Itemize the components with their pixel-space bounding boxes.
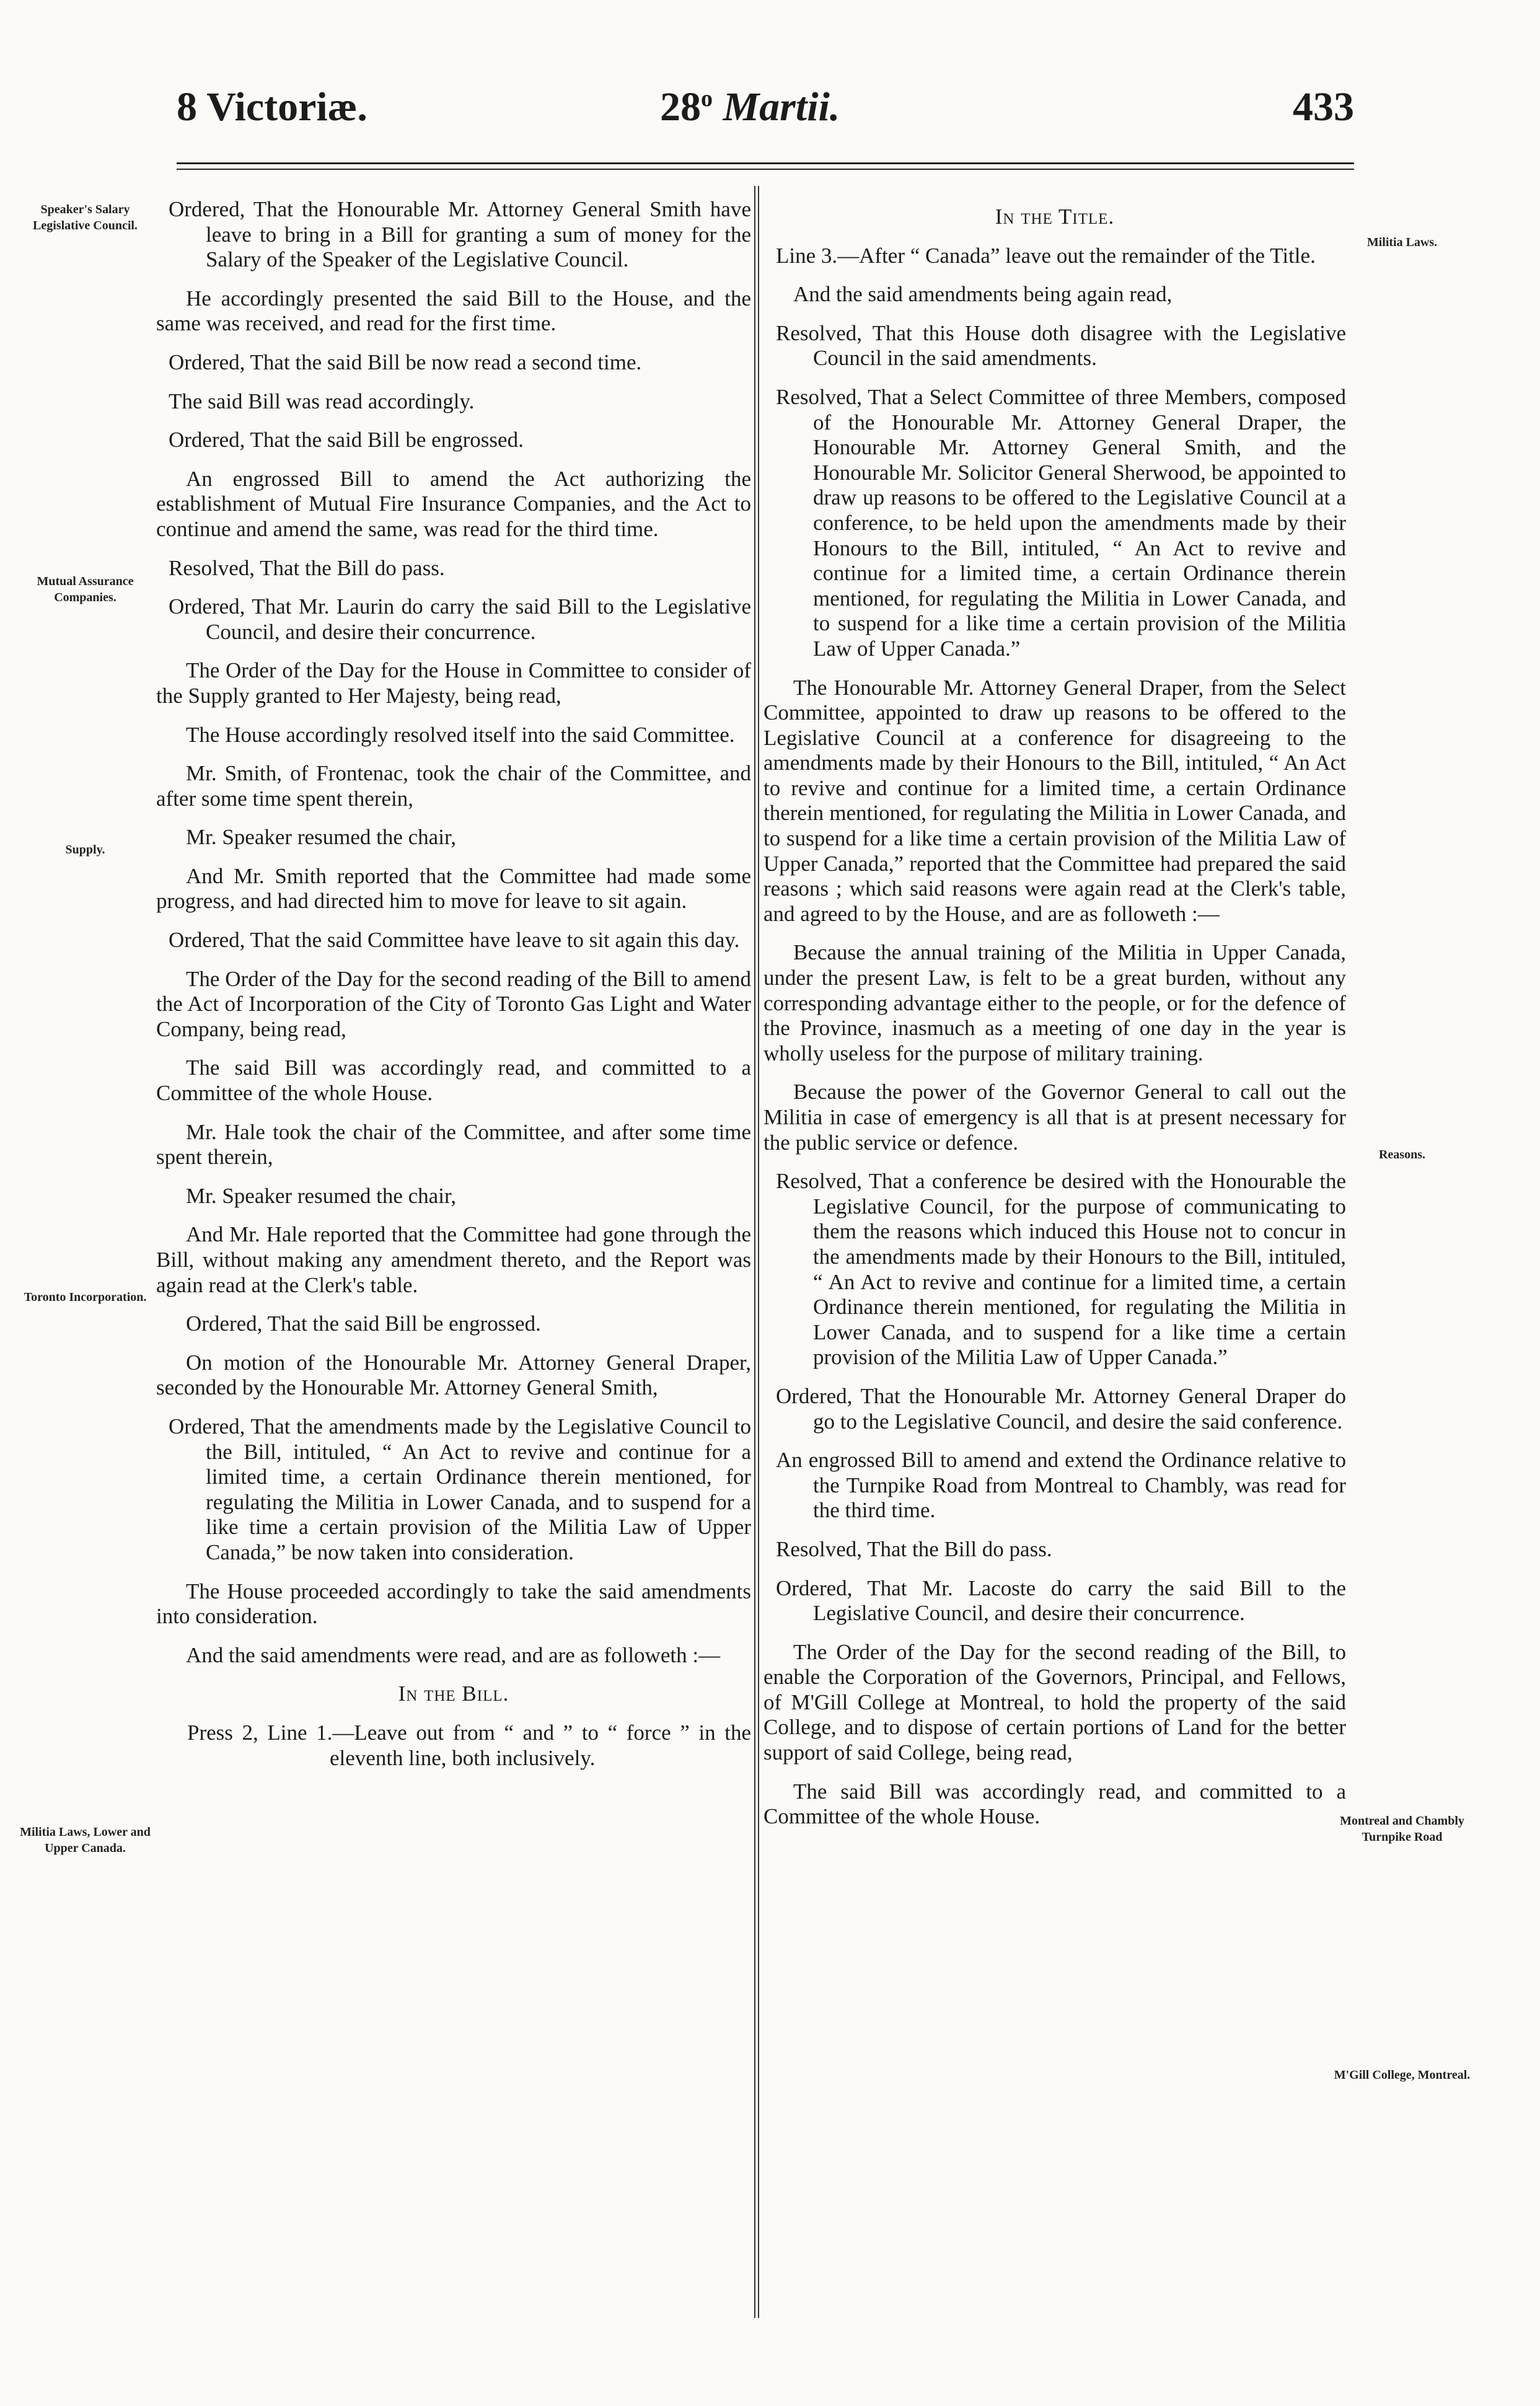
margin-note-mcgill: M'Gill College, Montreal. bbox=[1334, 2068, 1471, 2082]
paragraph: Ordered, That the said Bill be now read a second time. bbox=[169, 350, 642, 374]
header-rule-top bbox=[177, 162, 1354, 164]
amendment: Line 3.—After “ Canada” leave out the remainder of the Title. bbox=[776, 243, 1316, 268]
running-header bbox=[177, 84, 1354, 152]
right-column bbox=[763, 197, 1346, 1843]
paragraph: Resolved, That this House doth disagree with the Legislative Council in the said amendments. bbox=[776, 320, 1346, 371]
header-rule-bottom bbox=[177, 169, 1354, 170]
paragraph: Resolved, That the Bill do pass. bbox=[169, 555, 445, 580]
margin-note-militia-laws-left: Militia Laws, Lower and Upper Canada. bbox=[20, 1825, 151, 1855]
paragraph: Mr. Speaker resumed the chair, bbox=[186, 825, 456, 850]
paragraph: Ordered, That the said Bill be engrossed. bbox=[169, 428, 524, 452]
date-month: Martii. bbox=[723, 84, 840, 130]
margin-note-supply: Supply. bbox=[65, 843, 105, 857]
margin-note-speaker-salary: Speaker's Salary Legislative Council. bbox=[33, 203, 138, 232]
paragraph: Ordered, That the amendments made by the Legislative Council to the Bill, intituled, “ An Act to revive and continue for a limited time, a certain Ordinance therein mentioned, for regulating the Militia in Lower Canada, and to suspend for a like time a certain provision of the Militia Law of Upper Canada,” be now taken into consideration. bbox=[169, 1414, 751, 1564]
paragraph: The Honourable Mr. Attorney General Draper, from the Select Committee, appointed to draw up reasons to be offered to the Legislative Council at a conference for disagreeing to the amendments made by their Honours to the Bill, intituled, “ An Act to revive and continue for a limited time, a certain Ordinance therein mentioned, for regulating the Militia in Lower Canada, and to suspend for a like time a certain provision of the Militia Law of Upper Canada,” reported that the Committee had prepared the said reasons ; which said reasons were again read at the Clerk's table, and agreed to by the House, and are as followeth :— bbox=[763, 675, 1346, 926]
date-day: 28 bbox=[660, 84, 701, 130]
margin-note-mutual-assurance: Mutual Assurance Companies. bbox=[37, 575, 134, 604]
paragraph: On motion of the Honourable Mr. Attorney General Draper, seconded by the Honourable Mr. Attorney General Smith, bbox=[156, 1350, 751, 1400]
paragraph: The said Bill was accordingly read, and committed to a Committee of the whole House. bbox=[156, 1055, 751, 1106]
margin-note-montreal-chambly: Montreal and Chambly Turnpike Road bbox=[1340, 1814, 1464, 1844]
page-number: 433 bbox=[1293, 84, 1354, 130]
margin-note-toronto: Toronto Incorporation. bbox=[24, 1290, 147, 1304]
paragraph: Because the annual training of the Militia in Upper Canada, under the present Law, is felt to be a great burden, without any corresponding advantage either to the people, or for the defence of the Province, inasmuch as a meeting of one day in the year is wholly useless for the purpose of military training. bbox=[763, 940, 1346, 1065]
date-superscript: o bbox=[701, 86, 713, 112]
session-title: 8 Victoriæ. bbox=[177, 84, 367, 130]
paragraph: Because the power of the Governor General to call out the Militia in case of emergency is all that is at present necessary for the public service or defence. bbox=[763, 1080, 1346, 1155]
column-divider-1 bbox=[754, 186, 755, 2318]
date-heading bbox=[660, 84, 840, 131]
paragraph: Mr. Smith, of Frontenac, took the chair of the Committee, and after some time spent therein, bbox=[156, 761, 751, 811]
paragraph: Ordered, That the Honourable Mr. Attorney General Smith have leave to bring in a Bill for granting a sum of money for the Salary of the Speaker of the Legislative Council. bbox=[169, 197, 751, 272]
paragraph: Resolved, That the Bill do pass. bbox=[776, 1536, 1052, 1561]
section-heading: In the Bill. bbox=[398, 1681, 509, 1706]
paragraph: An engrossed Bill to amend the Act authorizing the establishment of Mutual Fire Insurance Companies, and the Act to continue and amend the same, was read for the third time. bbox=[156, 466, 751, 541]
paragraph: Mr. Hale took the chair of the Committee, and after some time spent therein, bbox=[156, 1119, 751, 1170]
paragraph: Mr. Speaker resumed the chair, bbox=[186, 1183, 456, 1208]
paragraph: The Order of the Day for the second reading of the Bill to amend the Act of Incorporation of the City of Toronto Gas Light and Water Company, being read, bbox=[156, 966, 751, 1041]
amendment: Press 2, Line 1.—Leave out from “ and ” to “ force ” in the eleventh line, both inclusively. bbox=[187, 1720, 751, 1770]
paragraph: Ordered, That the said Bill be engrossed. bbox=[186, 1311, 541, 1336]
column-divider-2 bbox=[758, 186, 759, 2318]
paragraph: And Mr. Smith reported that the Committee had made some progress, and had directed him to move for leave to sit again. bbox=[156, 863, 751, 914]
paragraph: And Mr. Hale reported that the Committee had gone through the Bill, without making any amendment thereto, and the Report was again read at the Clerk's table. bbox=[156, 1222, 751, 1297]
paragraph: The Order of the Day for the second reading of the Bill, to enable the Corporation of the Governors, Principal, and Fellows, of M'Gill College at Montreal, to hold the property of the said College, and to dispose of certain portions of Land for the better support of said College, being read, bbox=[763, 1639, 1346, 1765]
paragraph: Ordered, That Mr. Lacoste do carry the said Bill to the Legislative Council, and desire their concurrence. bbox=[776, 1575, 1346, 1626]
paragraph: An engrossed Bill to amend and extend the Ordinance relative to the Turnpike Road from Montreal to Chambly, was read for the third time. bbox=[776, 1448, 1346, 1523]
paragraph: Resolved, That a Select Committee of three Members, composed of the Honourable Mr. Attorney General Draper, the Honourable Mr. Attorney General Smith, and the Honourable Mr. Solicitor General Sherwood, be appointed to draw up reasons to be offered to the Legislative Council at a conference, to be held upon the amendments made by their Honours to the Bill, intituled, “ An Act to revive and continue for a limited time, a certain Ordinance therein mentioned, for regulating the Militia in Lower Canada, and to suspend for a like time a certain provision of the Militia Law of Upper Canada.” bbox=[776, 384, 1346, 661]
paragraph: The said Bill was accordingly read, and committed to a Committee of the whole House. bbox=[763, 1779, 1346, 1829]
section-heading: In the Title. bbox=[995, 205, 1115, 229]
paragraph: And the said amendments being again read, bbox=[793, 282, 1173, 307]
left-column bbox=[156, 197, 751, 1784]
paragraph: The Order of the Day for the House in Committee to consider of the Supply granted to Her Majesty, being read, bbox=[156, 658, 751, 708]
margin-note-reasons: Reasons. bbox=[1378, 1148, 1425, 1161]
paragraph: The said Bill was read accordingly. bbox=[169, 389, 475, 413]
paragraph: The House proceeded accordingly to take the said amendments into consideration. bbox=[156, 1579, 751, 1629]
paragraph: Ordered, That Mr. Laurin do carry the said Bill to the Legislative Council, and desire their concurrence. bbox=[169, 594, 751, 644]
paragraph: He accordingly presented the said Bill to the House, and the same was received, and read for the first time. bbox=[156, 286, 751, 336]
paragraph: Ordered, That the Honourable Mr. Attorney General Draper do go to the Legislative Council, and desire the said conference. bbox=[776, 1383, 1346, 1434]
paragraph: Ordered, That the said Committee have leave to sit again this day. bbox=[169, 928, 740, 953]
paragraph: And the said amendments were read, and are as followeth :— bbox=[186, 1642, 721, 1667]
paragraph: Resolved, That a conference be desired with the Honourable the Legislative Council, for the purpose of communicating to them the reasons which induced this House not to concur in the amendments made by their Honours to the Bill, intituled, “ An Act to revive and continue for a limited time, a certain Ordinance therein mentioned, for regulating the Militia in Lower Canada, and to suspend for a like time a certain provision of the Militia Law of Upper Canada.” bbox=[776, 1169, 1346, 1370]
margin-note-militia-laws-right: Militia Laws. bbox=[1366, 236, 1438, 249]
paragraph: The House accordingly resolved itself into the said Committee. bbox=[186, 722, 735, 747]
